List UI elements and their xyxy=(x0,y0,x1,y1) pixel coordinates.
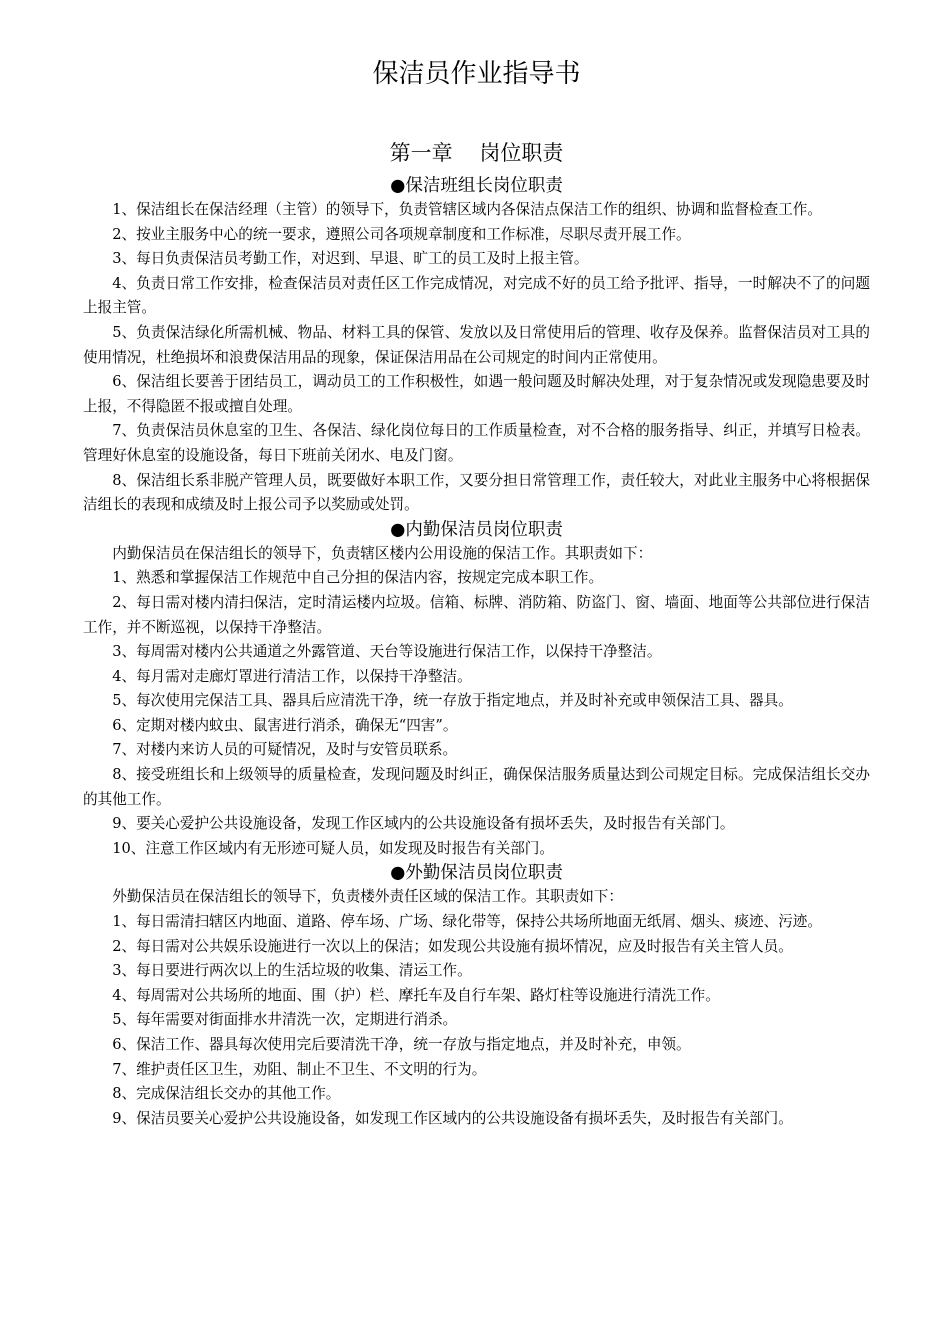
paragraph: 5、负责保洁绿化所需机械、物品、材料工具的保管、发放以及日常使用后的管理、收存及保养。监督保洁员对工具的使用情况，杜绝损坏和浪费保洁用品的现象，保证保洁用品在公司规定的时间内正常使用。 xyxy=(83,323,870,366)
paragraph: 7、维护责任区卫生，劝阻、制止不卫生、不文明的行为。 xyxy=(112,1060,487,1078)
section-heading: ●外勤保洁员岗位职责 xyxy=(390,863,563,884)
paragraph: 9、保洁员要关心爱护公共设施设备，如发现工作区域内的公共设施设备有损坏丢失，及时报告有关部门。 xyxy=(112,1109,793,1127)
section-heading: ●保洁班组长岗位职责 xyxy=(390,176,563,196)
paragraph: 10、注意工作区域内有无形迹可疑人员，如发现及时报告有关部门。 xyxy=(112,839,554,857)
section-outdoor-cleaner-duties xyxy=(83,861,870,1131)
section-heading: ●内勤保洁员岗位职责 xyxy=(390,519,563,540)
paragraph: 3、每日要进行两次以上的生活垃圾的收集、清运工作。 xyxy=(112,962,472,980)
paragraph: 8、接受班组长和上级领导的质量检查，发现问题及时纠正，确保保洁服务质量达到公司规定目标。完成保洁组长交办的其他工作。 xyxy=(83,766,870,808)
paragraph: 1、保洁组长在保洁经理（主管）的领导下，负责管辖区域内各保洁点保洁工作的组织、协调和监督检查工作。 xyxy=(112,201,822,218)
paragraph: 4、每周需对公共场所的地面、围（护）栏、摩托车及自行车架、路灯柱等设施进行清洗工作。 xyxy=(112,986,720,1004)
paragraph: 1、每日需清扫辖区内地面、道路、停车场、广场、绿化带等，保持公共场所地面无纸屑、烟头、痰迹、污迹。 xyxy=(112,913,822,931)
paragraph: 6、定期对楼内蚊虫、鼠害进行消杀，确保无“四害”。 xyxy=(112,716,458,734)
paragraph: 6、保洁工作、器具每次使用完后要清洗干净，统一存放与指定地点，并及时补充，申领。 xyxy=(112,1036,691,1053)
paragraph: 8、完成保洁组长交办的其他工作。 xyxy=(112,1085,341,1103)
document-title: 保洁员作业指导书 xyxy=(372,59,581,89)
paragraph: 7、负责保洁员休息室的卫生、各保洁、绿化岗位每日的工作质量检查，对不合格的服务指导、纠正，并填写日检表。管理好休息室的设施设备，每日下班前关闭水、电及门窗。 xyxy=(83,422,870,464)
paragraph: 5、每年需要对街面排水井清洗一次，定期进行消杀。 xyxy=(112,1011,458,1029)
chapter-title: 第一章 岗位职责 xyxy=(389,141,564,165)
paragraph: 外勤保洁员在保洁组长的领导下，负责楼外责任区域的保洁工作。其职责如下： xyxy=(112,888,623,906)
paragraph: 8、保洁组长系非脱产管理人员，既要做好本职工作，又要分担日常管理工作，责任较大，对此业主服务中心将根据保洁组长的表现和成绩及时上报公司予以奖励或处罚。 xyxy=(83,471,870,514)
paragraph: 2、每日需对楼内清扫保洁，定时清运楼内垃圾。信箱、标牌、消防箱、防盗门、窗、墙面、地面等公共部位进行保洁工作，并不断巡视，以保持干净整洁。 xyxy=(83,593,870,636)
paragraph: 5、每次使用完保洁工具、器具后应清洗干净，统一存放于指定地点，并及时补充或申领保洁工具、器具。 xyxy=(112,692,793,710)
paragraph: 3、每日负责保洁员考勤工作，对迟到、早退、旷工的员工及时上报主管。 xyxy=(112,250,589,268)
paragraph: 3、每周需对楼内公共通道之外露管道、天台等设施进行保洁工作，以保持干净整洁。 xyxy=(112,643,662,661)
paragraph: 内勤保洁员在保洁组长的领导下，负责辖区楼内公用设施的保洁工作。其职责如下： xyxy=(112,544,653,562)
paragraph: 4、每月需对走廊灯罩进行清洁工作，以保持干净整洁。 xyxy=(112,667,472,685)
paragraph: 9、要关心爱护公共设施设备，发现工作区域内的公共设施设备有损坏丢失，及时报告有关部门。 xyxy=(112,815,735,833)
section-indoor-cleaner-duties xyxy=(83,518,870,862)
section-team-leader-duties xyxy=(83,174,870,518)
paragraph: 2、每日需对公共娱乐设施进行一次以上的保洁；如发现公共设施有损坏情况，应及时报告有关主管人员。 xyxy=(112,937,793,955)
paragraph: 4、负责日常工作安排，检查保洁员对责任区工作完成情况，对完成不好的员工给予批评、指导，一时解决不了的问题上报主管。 xyxy=(83,274,870,317)
paragraph: 6、保洁组长要善于团结员工，调动员工的工作积极性，如遇一般问题及时解决处理，对于复杂情况或发现隐患要及时上报，不得隐匿不报或擅自处理。 xyxy=(83,373,870,415)
paragraph: 2、按业主服务中心的统一要求，遵照公司各项规章制度和工作标准，尽职尽责开展工作。 xyxy=(112,225,691,243)
paragraph: 1、熟悉和掌握保洁工作规范中自己分担的保洁内容，按规定完成本职工作。 xyxy=(112,569,604,587)
paragraph: 7、对楼内来访人员的可疑情况，及时与安管员联系。 xyxy=(112,741,458,759)
